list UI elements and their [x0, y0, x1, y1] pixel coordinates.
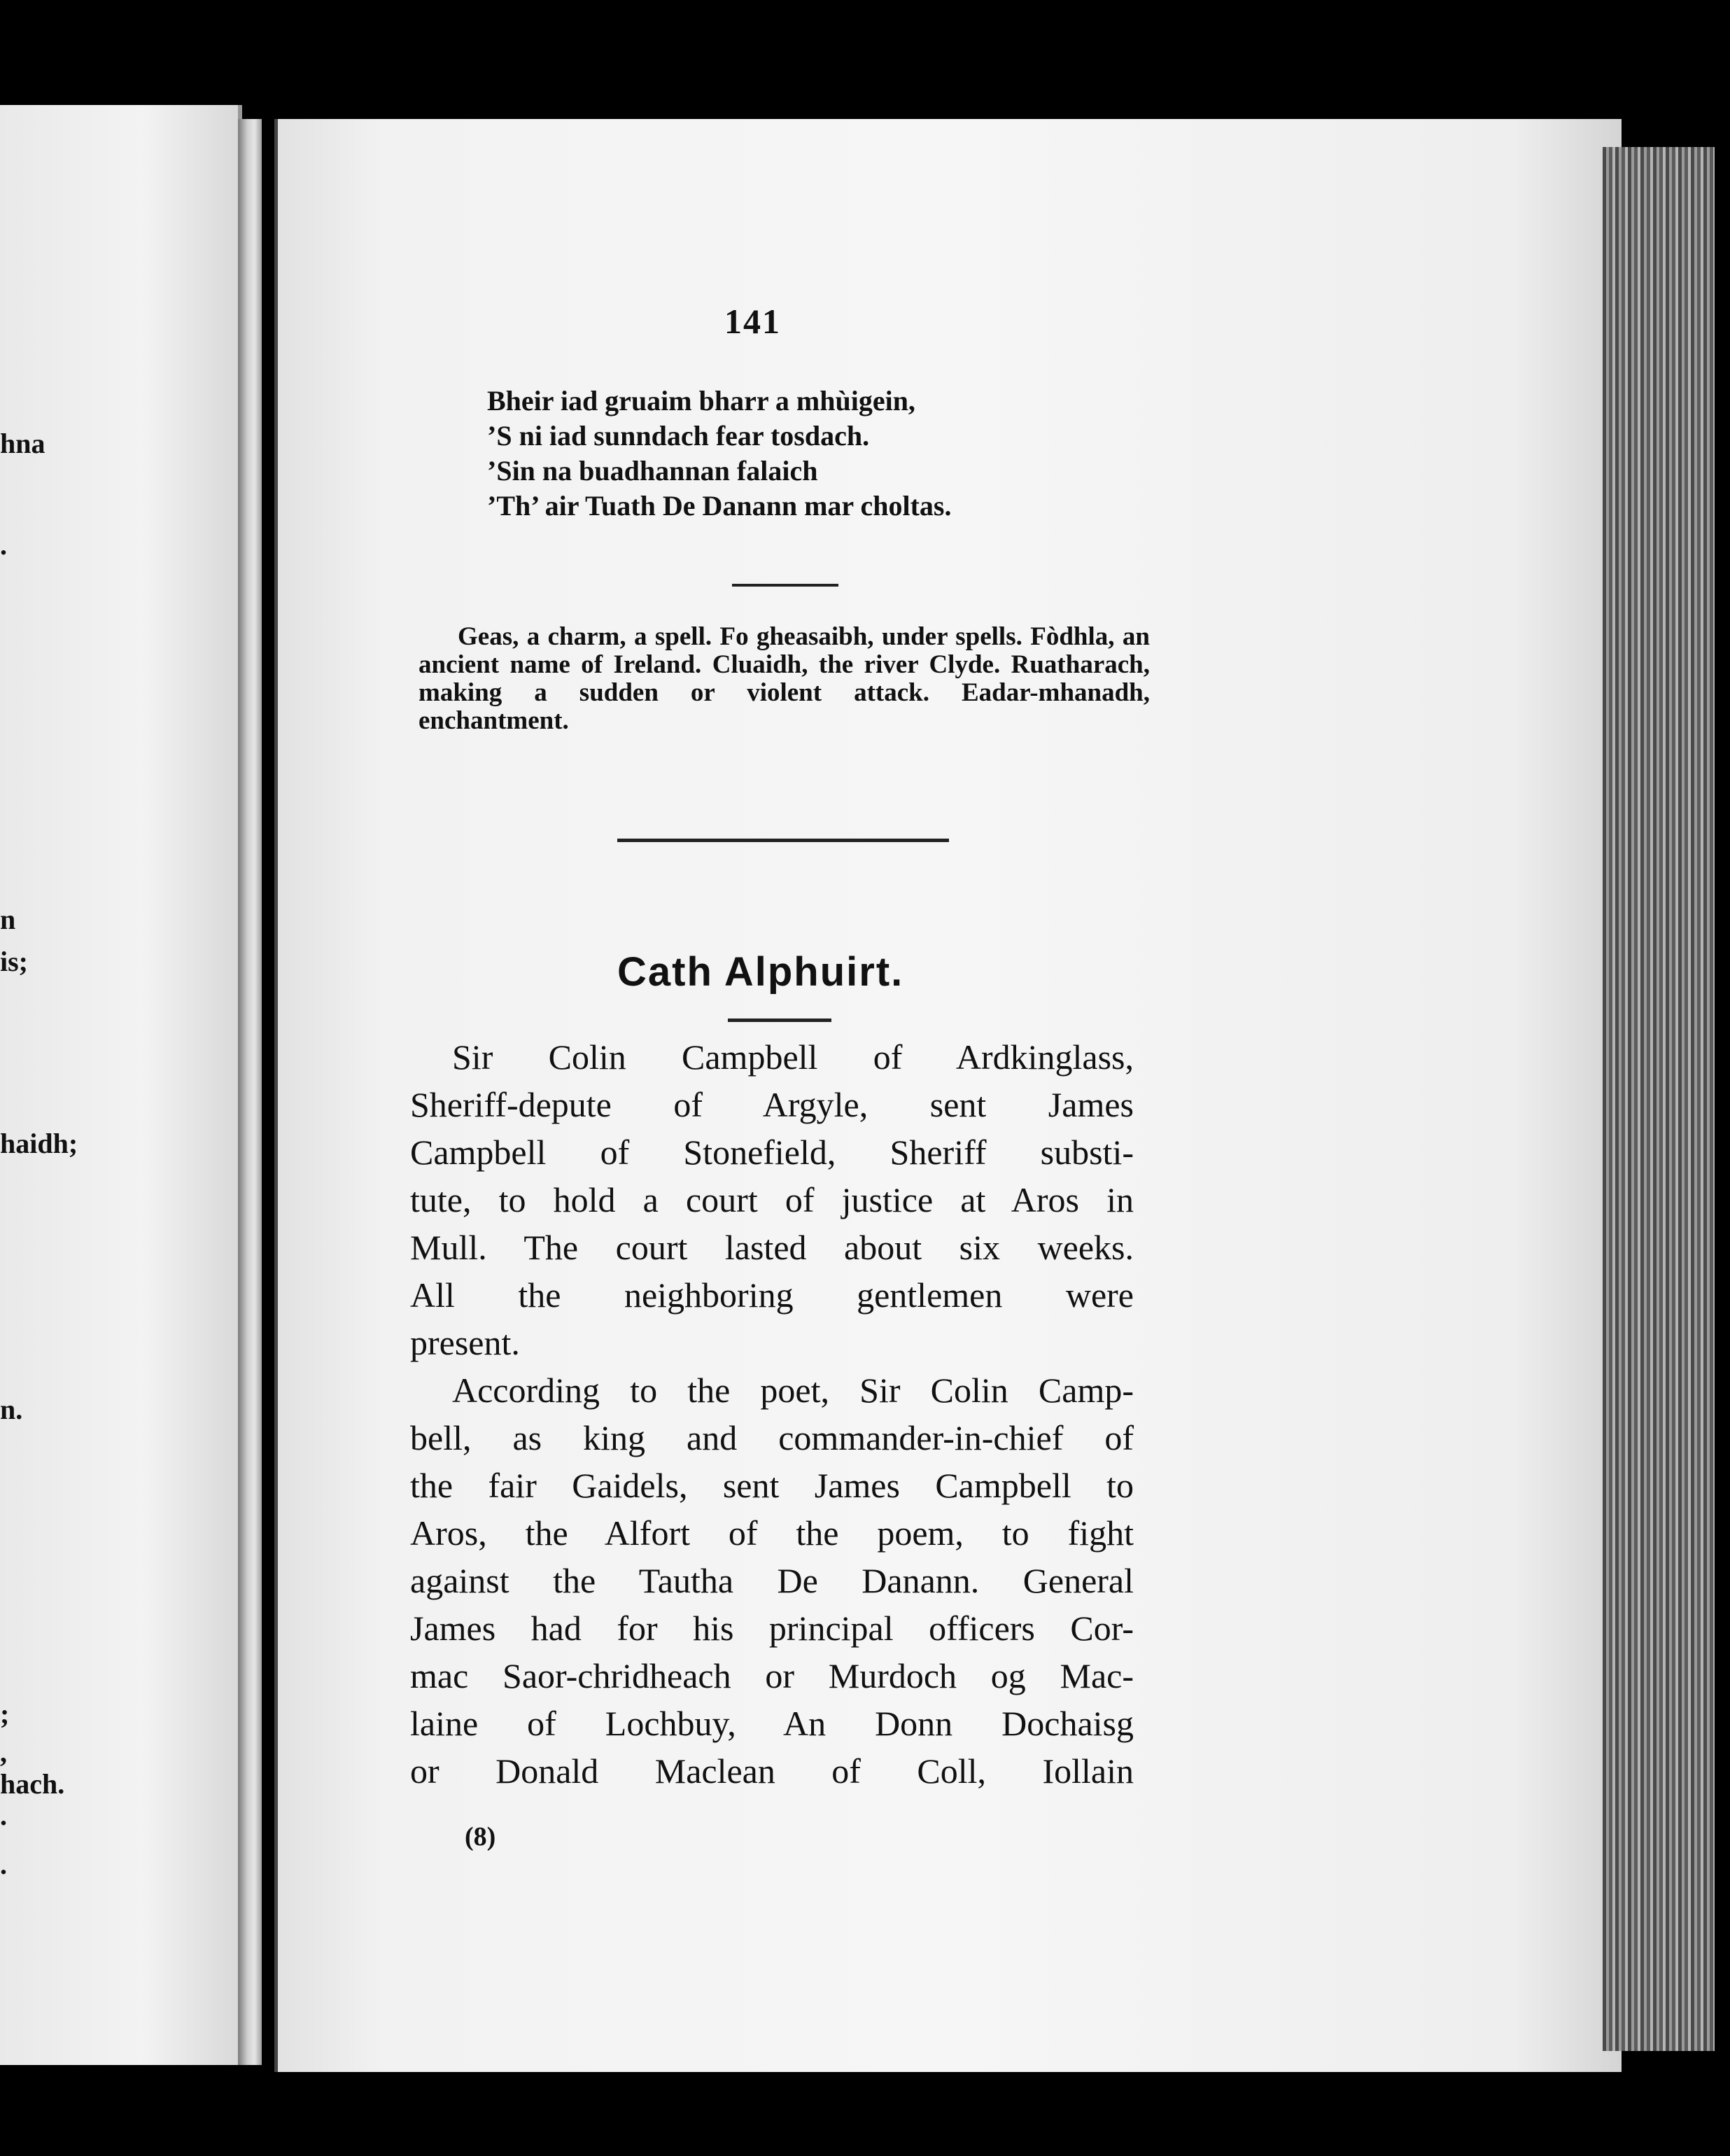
verse-block	[487, 384, 951, 524]
divider	[732, 584, 838, 587]
text-line: against the Tautha De Danann. General	[410, 1561, 1134, 1600]
left-fragment: is;	[0, 946, 28, 977]
note-line: Geas, a charm, a spell. Fo gheasaibh, under	[458, 622, 948, 651]
text-line: mac Saor-chridheach or Murdoch og Mac-	[410, 1656, 1134, 1695]
verse-line: ’Sin na buadhannan falaich	[487, 455, 818, 486]
heading-underline	[728, 1018, 831, 1022]
section-heading: Cath Alphuirt.	[617, 949, 904, 995]
text-line: laine of Lochbuy, An Donn Dochaisg	[410, 1704, 1134, 1743]
text-line: All the neighboring gentlemen were	[410, 1275, 1134, 1315]
text-line: present.	[410, 1323, 520, 1362]
left-fragment: haidh;	[0, 1128, 78, 1159]
left-fragment: .	[0, 529, 7, 561]
text-line: tute, to hold a court of justice at Aros in	[410, 1180, 1134, 1219]
paragraph	[410, 1033, 1134, 1366]
note-line: Cluaidh, the river Clyde. Ruatharach, making	[419, 650, 1150, 707]
page-edges	[1603, 147, 1715, 2051]
verse-line: ’S ni iad sunndach fear tosdach.	[487, 420, 870, 451]
text-line: Mull. The court lasted about six weeks.	[410, 1228, 1134, 1267]
signature-mark: (8)	[465, 1822, 496, 1851]
verse-line: ’Th’ air Tuath De Danann mar choltas.	[487, 490, 952, 522]
note-line: spells. Fòdhla, an ancient name of Ireland.	[419, 622, 1150, 679]
left-fragment: ;	[0, 1698, 10, 1730]
note-line: enchantment.	[419, 706, 569, 735]
text-line: James had for his principal officers Cor-	[410, 1609, 1134, 1648]
text-line: Campbell of Stonefield, Sheriff substi-	[410, 1133, 1134, 1172]
text-line: the fair Gaidels, sent James Campbell to	[410, 1466, 1134, 1505]
left-fragment: ,	[0, 1737, 7, 1768]
paragraph	[410, 1366, 1134, 1795]
section-divider	[617, 839, 949, 842]
text-line: bell, as king and commander-in-chief of	[410, 1418, 1134, 1457]
left-fragment: hna	[0, 428, 45, 459]
page-number: 141	[724, 302, 781, 341]
text-line: According to the poet, Sir Colin Camp-	[452, 1371, 1134, 1410]
left-fragment: hach.	[0, 1768, 65, 1800]
note-line: a sudden or violent attack. Eadar-mhanadh,	[534, 678, 1151, 707]
left-fragment: .	[0, 1800, 7, 1831]
text-line: Sir Colin Campbell of Ardkinglass,	[452, 1037, 1134, 1077]
book-gutter	[238, 119, 262, 2065]
text-line: Sheriff-depute of Argyle, sent James	[410, 1085, 1134, 1124]
left-fragment: n.	[0, 1394, 23, 1425]
left-page	[0, 105, 242, 2065]
left-fragment: .	[0, 1849, 7, 1880]
verse-line: Bheir iad gruaim bharr a mhùigein,	[487, 385, 915, 416]
glossary-note	[419, 623, 1150, 735]
left-fragment: n	[0, 904, 16, 935]
body-text	[410, 1033, 1134, 1795]
text-line: Aros, the Alfort of the poem, to fight	[410, 1513, 1134, 1553]
text-line: or Donald Maclean of Coll, Iollain	[410, 1751, 1134, 1791]
